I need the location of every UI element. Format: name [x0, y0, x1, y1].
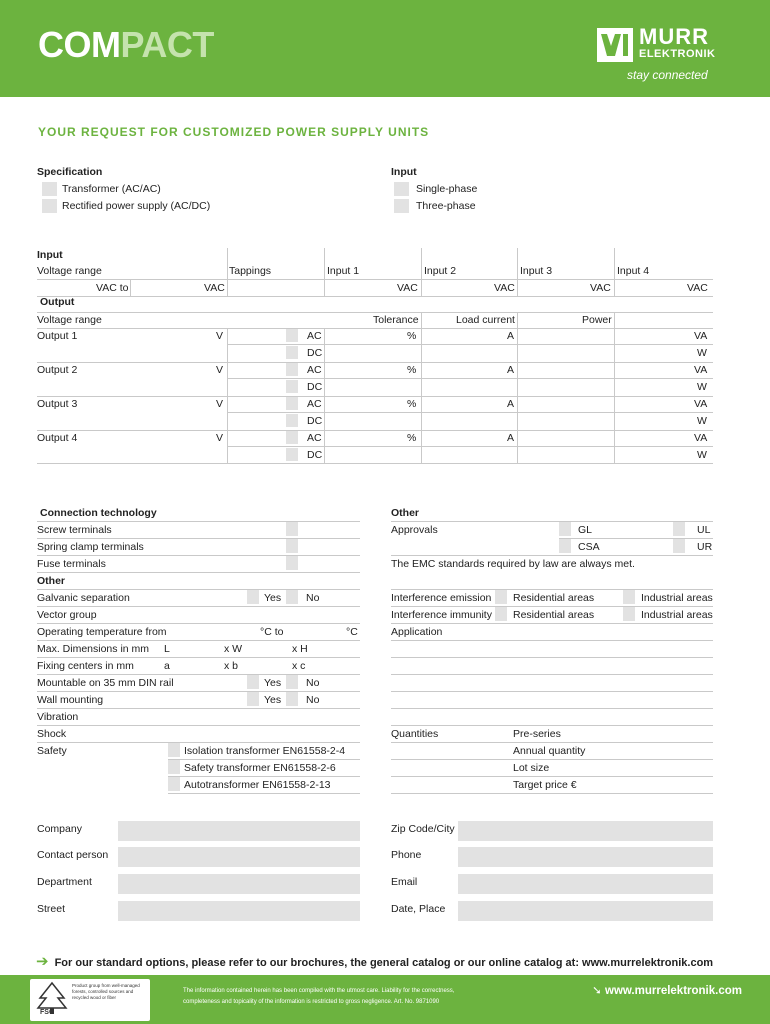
contact-person-label: Contact person — [37, 849, 109, 861]
residential-label: Residential areas — [513, 592, 595, 604]
input-heading: Input — [391, 166, 417, 178]
department-label: Department — [37, 876, 92, 888]
unit-v: V — [216, 432, 224, 444]
load-current-label: Load current — [456, 314, 515, 326]
spec-heading: Specification — [37, 166, 103, 178]
website-text: www.murrelektronik.com — [605, 985, 742, 997]
website-link[interactable] — [592, 983, 742, 997]
checkbox-out1-ac[interactable] — [286, 329, 298, 342]
approvals-label: Approvals — [391, 524, 438, 536]
street-field[interactable] — [118, 901, 360, 921]
checkbox-fuse[interactable] — [286, 556, 298, 570]
unit-v: V — [216, 364, 224, 376]
unit-dc: DC — [307, 415, 323, 427]
department-field[interactable] — [118, 874, 360, 894]
connection-heading: Connection technology — [40, 507, 157, 519]
input2-label: Input 2 — [424, 265, 457, 277]
unit-dc: DC — [307, 381, 323, 393]
checkbox-out1-dc[interactable] — [286, 346, 298, 359]
unit-ac: AC — [307, 432, 322, 444]
op-temp-label: Operating temperature from — [37, 626, 167, 638]
catalog-banner — [36, 952, 713, 970]
unit-w: W — [697, 347, 707, 359]
csa-label: CSA — [578, 541, 600, 553]
fsc-label: FSC — [40, 1009, 54, 1016]
footer — [0, 975, 770, 1024]
checkbox-out4-dc[interactable] — [286, 448, 298, 461]
checkbox-transformer[interactable] — [42, 182, 57, 196]
fsc-text: Product group from well-managed forests, controlled sources and recycled wood or fiber — [72, 983, 140, 1000]
zip-label: Zip Code/City — [391, 823, 455, 835]
unit-pct: % — [407, 398, 417, 410]
shock-label: Shock — [37, 728, 67, 740]
emc-note: The EMC standards required by law are always met. — [391, 558, 635, 570]
checkbox-spring[interactable] — [286, 539, 298, 553]
unit-pct: % — [407, 432, 417, 444]
arrow-icon: ➘ — [592, 985, 606, 997]
l-label: L — [164, 643, 170, 655]
checkbox-three-phase[interactable] — [394, 199, 409, 213]
checkbox-rectified[interactable] — [42, 199, 57, 213]
unit-dc: DC — [307, 347, 323, 359]
fixing-label: Fixing centers in mm — [37, 660, 134, 672]
company-field[interactable] — [118, 821, 360, 841]
unit-pct: % — [407, 330, 417, 342]
unit-dc: DC — [307, 449, 323, 461]
isolation-label: Isolation transformer EN61558-2-4 — [184, 745, 346, 757]
galvanic-label: Galvanic separation — [37, 592, 130, 604]
output-1-label: Output 1 — [37, 330, 78, 342]
xh-label: x H — [292, 643, 308, 655]
ul-label: UL — [697, 524, 711, 536]
vac-label: VAC — [397, 282, 418, 294]
c-label: °C — [346, 626, 358, 638]
checkbox-autotransformer[interactable] — [168, 777, 180, 791]
compact-logo: COMPACT — [38, 24, 214, 65]
phone-label: Phone — [391, 849, 422, 861]
checkbox-galvanic-no[interactable] — [286, 590, 298, 604]
unit-ac: AC — [307, 364, 322, 376]
unit-pct: % — [407, 364, 417, 376]
other-left-heading: Other — [37, 575, 66, 587]
unit-a: A — [507, 330, 515, 342]
yes-label: Yes — [264, 592, 282, 604]
murr-logo: MURR ELEKTRONIK stay connected — [597, 28, 721, 90]
yes-label: Yes — [264, 677, 282, 689]
unit-va: VA — [694, 398, 708, 410]
target-label: Target price € — [513, 779, 577, 791]
date-label: Date, Place — [391, 903, 446, 915]
banner-text: For our standard options, please refer to our brochures, the general catalog or our online catalog at: www.murrelektronik.com — [54, 957, 714, 969]
phone-field[interactable] — [458, 847, 713, 867]
application-label: Application — [391, 626, 443, 638]
safety-label: Safety — [37, 745, 67, 757]
vac-label: VAC — [590, 282, 611, 294]
checkbox-single-phase[interactable] — [394, 182, 409, 196]
wall-label: Wall mounting — [37, 694, 104, 706]
unit-va: VA — [694, 330, 708, 342]
disclaimer-line2: completeness and topicality of the information is restricted to gross negligence. Art. No. 9871090 — [183, 999, 440, 1005]
xw-label: x W — [224, 643, 243, 655]
spring-clamp-label: Spring clamp terminals — [37, 541, 144, 553]
checkbox-ul[interactable] — [673, 522, 685, 536]
max-dim-label: Max. Dimensions in mm — [37, 643, 150, 655]
street-label: Street — [37, 903, 66, 915]
output-3-label: Output 3 — [37, 398, 78, 410]
unit-w: W — [697, 449, 707, 461]
voltage-range-label: Voltage range — [37, 265, 102, 277]
input-opt1: Single-phase — [416, 183, 478, 195]
unit-w: W — [697, 415, 707, 427]
residential-label: Residential areas — [513, 609, 595, 621]
emission-label: Interference emission — [391, 592, 492, 604]
unit-v: V — [216, 330, 224, 342]
checkbox-immunity-residential[interactable] — [495, 607, 507, 621]
safety-transformer-label: Safety transformer EN61558-2-6 — [184, 762, 336, 774]
spec-opt1: Transformer (AC/AC) — [62, 183, 161, 195]
xb-label: x b — [224, 660, 239, 672]
output-voltage-range-label: Voltage range — [37, 314, 102, 326]
quantities-label: Quantities — [391, 728, 439, 740]
no-label: No — [306, 592, 320, 604]
company-label: Company — [37, 823, 82, 835]
pre-series-label: Pre-series — [513, 728, 561, 740]
industrial-label: Industrial areas — [641, 609, 713, 621]
page-title: YOUR REQUEST FOR CUSTOMIZED POWER SUPPLY UNITS — [38, 125, 430, 139]
vac-to-label: VAC to — [96, 282, 129, 294]
checkbox-din-no[interactable] — [286, 675, 298, 689]
c-to-label: °C to — [260, 626, 284, 638]
ur-label: UR — [697, 541, 713, 553]
vac-label: VAC — [687, 282, 708, 294]
vac-label: VAC — [494, 282, 515, 294]
xc-label: x c — [292, 660, 306, 672]
header — [0, 0, 770, 97]
din-label: Mountable on 35 mm DIN rail — [37, 677, 174, 689]
fuse-terminals-label: Fuse terminals — [37, 558, 106, 570]
date-field[interactable] — [458, 901, 713, 921]
autotransformer-label: Autotransformer EN61558-2-13 — [184, 779, 331, 791]
lot-label: Lot size — [513, 762, 550, 774]
screw-terminals-label: Screw terminals — [37, 524, 112, 536]
checkbox-galvanic-yes[interactable] — [247, 590, 259, 604]
tolerance-label: Tolerance — [373, 314, 419, 326]
input1-label: Input 1 — [327, 265, 360, 277]
industrial-label: Industrial areas — [641, 592, 713, 604]
unit-va: VA — [694, 364, 708, 376]
checkbox-isolation[interactable] — [168, 743, 180, 757]
input4-label: Input 4 — [617, 265, 650, 277]
arrow-right-icon: ➔ — [36, 953, 49, 970]
checkbox-out4-ac[interactable] — [286, 431, 298, 444]
email-label: Email — [391, 876, 418, 888]
checkbox-csa[interactable] — [559, 539, 571, 553]
contact-person-field[interactable] — [118, 847, 360, 867]
vac-label: VAC — [204, 282, 225, 294]
checkbox-out2-ac[interactable] — [286, 363, 298, 376]
checkbox-wall-no[interactable] — [286, 692, 298, 706]
disclaimer-line1: The information contained herein has been compiled with the utmost care. Liability for the correctness, — [183, 988, 455, 994]
checkbox-wall-yes[interactable] — [247, 692, 259, 706]
gl-label: GL — [578, 524, 593, 536]
no-label: No — [306, 694, 320, 706]
unit-a: A — [507, 398, 515, 410]
input-section-heading: Input — [37, 249, 63, 261]
checkbox-ur[interactable] — [673, 539, 685, 553]
checkbox-emission-residential[interactable] — [495, 590, 507, 604]
zip-field[interactable] — [458, 821, 713, 841]
immunity-label: Interference immunity — [391, 609, 492, 621]
a-label: a — [164, 660, 170, 672]
checkbox-out2-dc[interactable] — [286, 380, 298, 393]
unit-v: V — [216, 398, 224, 410]
checkbox-out3-ac[interactable] — [286, 397, 298, 410]
output-4-label: Output 4 — [37, 432, 78, 444]
checkbox-out3-dc[interactable] — [286, 414, 298, 427]
checkbox-immunity-industrial[interactable] — [623, 607, 635, 621]
checkbox-screw[interactable] — [286, 522, 298, 536]
unit-a: A — [507, 432, 515, 444]
output-section-heading: Output — [40, 296, 75, 308]
vibration-label: Vibration — [37, 711, 79, 723]
checkbox-din-yes[interactable] — [247, 675, 259, 689]
email-field[interactable] — [458, 874, 713, 894]
input-opt2: Three-phase — [416, 200, 476, 212]
unit-a: A — [507, 364, 515, 376]
spec-opt2: Rectified power supply (AC/DC) — [62, 200, 211, 212]
murr-icon — [597, 28, 633, 62]
unit-va: VA — [694, 432, 708, 444]
yes-label: Yes — [264, 694, 282, 706]
no-label: No — [306, 677, 320, 689]
tappings-label: Tappings — [229, 265, 272, 277]
unit-ac: AC — [307, 330, 322, 342]
annual-label: Annual quantity — [513, 745, 586, 757]
checkbox-gl[interactable] — [559, 522, 571, 536]
vector-group-label: Vector group — [37, 609, 97, 621]
unit-w: W — [697, 381, 707, 393]
power-label: Power — [582, 314, 612, 326]
checkbox-safety-transformer[interactable] — [168, 760, 180, 774]
output-2-label: Output 2 — [37, 364, 78, 376]
fsc-logo — [30, 979, 150, 1021]
other-right-heading: Other — [391, 507, 420, 519]
unit-ac: AC — [307, 398, 322, 410]
checkbox-emission-industrial[interactable] — [623, 590, 635, 604]
input3-label: Input 3 — [520, 265, 553, 277]
